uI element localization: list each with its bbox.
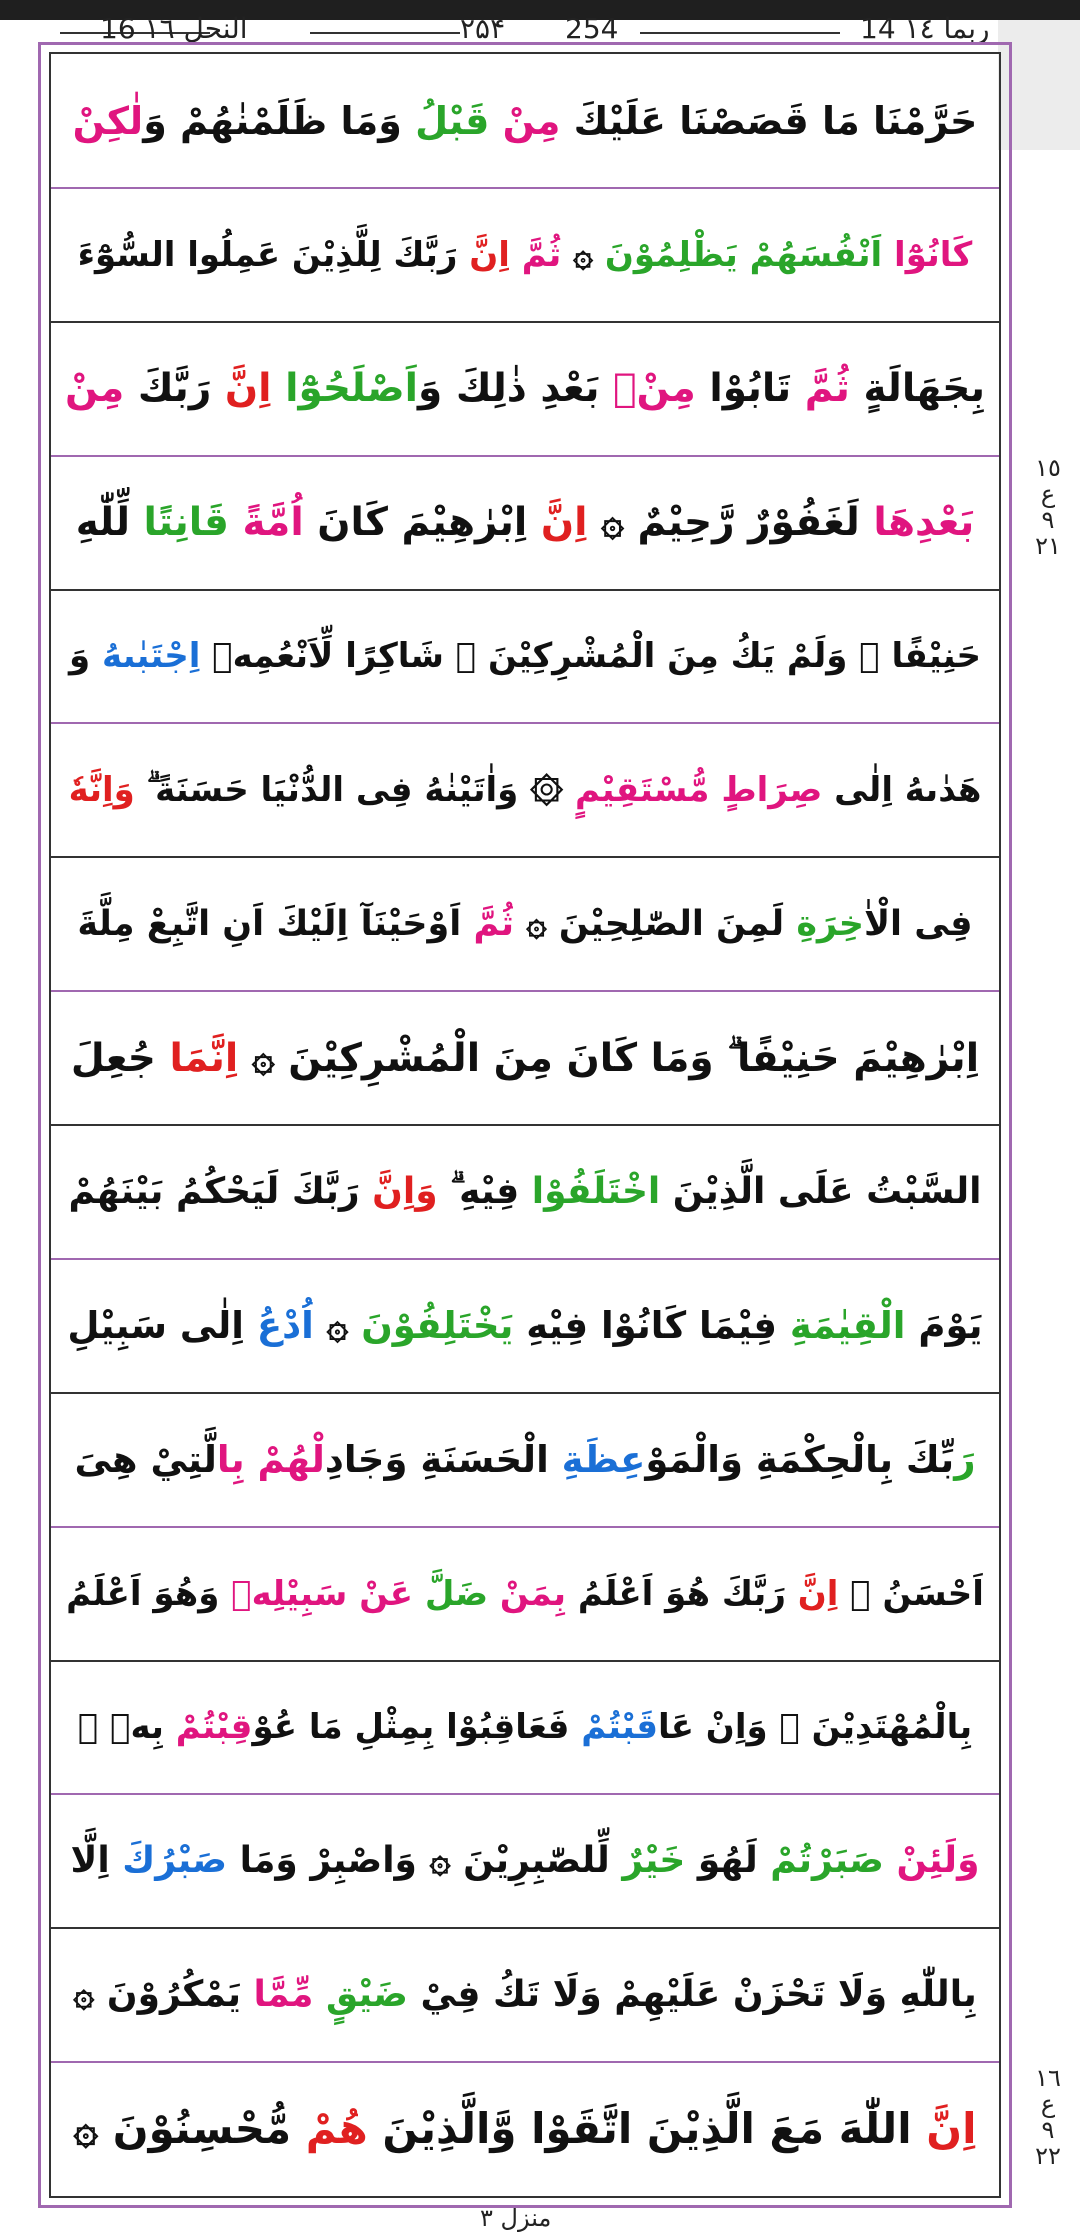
word-segment: لَغَفُوْرٌ رَّحِيْمٌ ۞ bbox=[587, 500, 874, 546]
word-segment: سَبِيْلِهٖ bbox=[231, 1573, 348, 1614]
word-segment: مِنْۢ bbox=[613, 366, 696, 412]
word-segment: وَاِنَّهٗ bbox=[68, 770, 135, 811]
word-segment: خِرَةِ bbox=[796, 903, 864, 944]
word-segment: اِلَّا bbox=[70, 1840, 123, 1882]
word-segment: مُّسْتَقِيْمٍ bbox=[574, 770, 710, 811]
word-segment: الْقِيٰمَةِ bbox=[789, 1304, 906, 1348]
word-segment: رَ bbox=[954, 1438, 976, 1482]
word-segment: اِنَّ bbox=[926, 2104, 977, 2154]
word-segment bbox=[738, 235, 750, 275]
verse-line-text bbox=[65, 366, 985, 412]
text-line-1 bbox=[51, 54, 999, 188]
text-line-3 bbox=[51, 322, 999, 456]
word-segment: فِى الْاٰ bbox=[864, 903, 973, 944]
word-segment: فَعَاقِبُوْا بِمِثْلِ مَا عُوْ bbox=[252, 1707, 582, 1748]
header-page-number: 254 bbox=[565, 12, 619, 45]
ruku-marker-1 bbox=[1030, 455, 1066, 559]
word-segment: اِنَّمَا bbox=[169, 1035, 239, 1081]
word-segment: تَابُوْا bbox=[695, 366, 805, 412]
word-segment: مِّمَّا bbox=[253, 1974, 314, 2016]
text-line-14 bbox=[51, 1794, 999, 1928]
ruku-marker-value: ٩ bbox=[1041, 506, 1055, 534]
word-segment bbox=[413, 1574, 425, 1614]
word-segment bbox=[884, 1840, 897, 1881]
text-line-4 bbox=[51, 456, 999, 590]
word-segment bbox=[313, 1974, 326, 2015]
verse-line-text bbox=[68, 1170, 982, 1212]
word-segment bbox=[882, 235, 894, 275]
text-line-13 bbox=[51, 1661, 999, 1795]
word-segment: ۞ bbox=[313, 1304, 362, 1348]
line-separator bbox=[51, 455, 999, 457]
word-segment: قَبْتُمْ bbox=[581, 1707, 658, 1748]
word-segment: صَبْرُكَ bbox=[122, 1840, 228, 1882]
ruku-marker-value: ع bbox=[1040, 2090, 1056, 2118]
text-line-9 bbox=[51, 1125, 999, 1259]
word-segment: قَانِتًا bbox=[143, 500, 229, 546]
line-separator bbox=[51, 1392, 999, 1394]
word-segment: اللّٰهَ مَعَ الَّذِيْنَ اتَّقَوْا وَّالَّذِيْنَ bbox=[367, 2104, 927, 2154]
line-separator bbox=[51, 856, 999, 858]
word-segment: وَلَئِنْ bbox=[896, 1840, 980, 1882]
word-segment: اُدْعُ bbox=[256, 1304, 314, 1348]
text-line-10 bbox=[51, 1259, 999, 1393]
word-segment: ثُمَّ bbox=[473, 903, 515, 944]
line-separator bbox=[51, 321, 999, 323]
word-segment: يَظْلِمُوْنَ bbox=[604, 234, 738, 275]
word-segment: هَدٰىهُ اِلٰى bbox=[822, 770, 982, 811]
verse-line-text bbox=[73, 2104, 977, 2154]
word-segment bbox=[488, 1574, 500, 1614]
word-segment: صَبَرْتُمْ bbox=[770, 1840, 884, 1882]
line-separator bbox=[51, 990, 999, 992]
line-separator bbox=[51, 722, 999, 724]
word-segment: لِّلصّٰبِرِيْنَ ۞ وَاصْبِرْ وَمَا bbox=[227, 1840, 623, 1882]
manzil-footer: منزل ٣ bbox=[480, 2204, 552, 2232]
word-segment: قِبْتُمْ bbox=[175, 1707, 253, 1748]
text-line-7 bbox=[51, 857, 999, 991]
word-segment: فِيْمَا كَانُوْا فِيْهِ bbox=[513, 1304, 790, 1348]
word-segment: ضَلَّ bbox=[424, 1573, 489, 1614]
word-segment: اَوْحَيْنَآ اِلَيْكَ اَنِ اتَّبِعْ مِلَّةَ bbox=[77, 903, 474, 944]
header-surah: 16 النحل ١٦ bbox=[100, 12, 248, 45]
word-segment: رَبَّكَ bbox=[124, 366, 225, 412]
word-segment: لِّلّٰهِ bbox=[75, 500, 144, 546]
word-segment: بِجَهَالَةٍ bbox=[849, 366, 985, 412]
word-segment: رَبَّكَ لِلَّذِيْنَ عَمِلُوا السُّوْٓءَ bbox=[77, 234, 470, 275]
word-segment: رَبَّكَ هُوَ اَعْلَمُ bbox=[566, 1573, 798, 1614]
word-segment: اَحْسَنُ ۗ bbox=[838, 1573, 984, 1614]
verse-line-text bbox=[75, 500, 975, 546]
word-segment: عَنْ bbox=[359, 1573, 414, 1614]
word-segment: اخْتَلَفُوْا bbox=[531, 1170, 661, 1212]
word-segment: اِنَّ bbox=[469, 234, 510, 275]
word-segment: السَّبْتُ عَلَى الَّذِيْنَ bbox=[660, 1170, 982, 1212]
word-segment: ۞ bbox=[561, 234, 605, 275]
word-segment: هُمْ bbox=[305, 2104, 368, 2154]
ruku-marker-value: ١٦ bbox=[1035, 2064, 1061, 2092]
word-segment: ضَيْقٍ bbox=[326, 1974, 408, 2016]
word-segment: اِبْرٰهِيْمَ حَنِيْفًا ۗ وَمَا كَانَ مِنَ الْمُشْرِكِيْنَ ۞ bbox=[238, 1035, 980, 1081]
header-rule-mid-right bbox=[640, 32, 840, 34]
text-line-12 bbox=[51, 1527, 999, 1661]
header-page-urdu: ۲۵۴ bbox=[460, 12, 506, 45]
word-segment: لَمِنَ الصّٰلِحِيْنَ ۞ bbox=[514, 903, 797, 944]
word-segment bbox=[272, 366, 286, 411]
verse-line-text bbox=[67, 1304, 983, 1348]
word-segment: ثُمَّ bbox=[521, 234, 562, 275]
ruku-marker-value: ٢٢ bbox=[1035, 2142, 1061, 2170]
word-segment: اِجْتَبٰىهُ bbox=[102, 636, 201, 677]
ruku-marker-2 bbox=[1030, 2065, 1066, 2169]
word-segment bbox=[709, 770, 721, 810]
word-segment: الْحَسَنَةِ وَجَادِ bbox=[324, 1438, 562, 1482]
word-segment: اِبْرٰهِيْمَ كَانَ bbox=[303, 500, 541, 546]
word-segment: وَ bbox=[69, 636, 102, 677]
line-separator bbox=[51, 589, 999, 591]
verse-line-text bbox=[72, 98, 978, 143]
word-segment: لَهُوَ bbox=[685, 1840, 771, 1882]
line-separator bbox=[51, 187, 999, 189]
word-segment: خَيْرٌ bbox=[622, 1840, 686, 1882]
word-segment: بَعْدِ ذٰلِكَ وَ bbox=[418, 366, 614, 412]
word-segment: لَّتِيْ هِىَ bbox=[74, 1438, 217, 1482]
text-line-11 bbox=[51, 1393, 999, 1527]
verse-line-text bbox=[77, 1707, 973, 1748]
verse-line-text bbox=[77, 903, 973, 944]
word-segment: اِنَّ bbox=[224, 366, 272, 412]
header-juz: 14 ربما ١٤ bbox=[860, 12, 990, 45]
verse-line-text bbox=[73, 1974, 977, 2016]
word-segment: جُعِلَ bbox=[70, 1035, 170, 1081]
word-segment: ۞ وَاٰتَيْنٰهُ فِى الدُّنْيَا حَسَنَةً ۗ bbox=[134, 770, 575, 811]
verse-line-text bbox=[68, 770, 982, 811]
word-segment: اِنَّ bbox=[540, 500, 588, 546]
line-separator bbox=[51, 1660, 999, 1662]
word-segment bbox=[229, 500, 243, 545]
word-segment: مُّحْسِنُوْنَ ۞ bbox=[73, 2104, 306, 2154]
word-segment: مِنْ bbox=[65, 366, 125, 412]
word-segment: يَوْمَ bbox=[905, 1304, 983, 1348]
word-segment: بِهٖ ۗ bbox=[77, 1707, 176, 1748]
word-segment: فِيْهِ ۗ bbox=[437, 1170, 532, 1212]
verse-line-text bbox=[69, 636, 981, 677]
ruku-marker-value: ١٥ bbox=[1035, 454, 1061, 482]
word-segment: يَخْتَلِفُوْنَ bbox=[361, 1304, 514, 1348]
word-segment: مِنْ bbox=[502, 98, 561, 143]
verse-line-text bbox=[66, 1573, 984, 1614]
word-segment: وَاِنَّ bbox=[372, 1170, 438, 1212]
word-segment: لْهُمْ بِا bbox=[216, 1438, 325, 1482]
line-separator bbox=[51, 2061, 999, 2063]
word-segment: صِرَاطٍ bbox=[721, 770, 823, 811]
ruku-marker-value: ع bbox=[1040, 480, 1056, 508]
word-segment: بَعْدِهَا bbox=[873, 500, 975, 546]
header-rule-mid-left bbox=[310, 32, 460, 34]
verse-line-text bbox=[70, 1840, 980, 1882]
word-segment: اِنَّ bbox=[797, 1573, 839, 1614]
text-line-16 bbox=[51, 2062, 999, 2196]
word-segment: عِظَةِ bbox=[561, 1438, 646, 1482]
verse-line-text bbox=[74, 1438, 976, 1482]
text-line-2 bbox=[51, 188, 999, 322]
line-separator bbox=[51, 1927, 999, 1929]
word-segment: وَمَا ظَلَمْنٰهُمْ وَ bbox=[143, 98, 416, 143]
ruku-marker-value: ٩ bbox=[1041, 2116, 1055, 2144]
line-separator bbox=[51, 1258, 999, 1260]
word-segment: بِمَنْ bbox=[499, 1573, 567, 1614]
word-segment: اَنْفُسَهُمْ bbox=[749, 234, 883, 275]
word-segment: بِّكَ بِالْحِكْمَةِ وَالْمَوْ bbox=[645, 1438, 955, 1482]
word-segment bbox=[347, 1574, 359, 1614]
word-segment bbox=[510, 235, 522, 275]
ruku-marker-value: ٢١ bbox=[1035, 532, 1061, 560]
word-segment: كَانُوْٓا bbox=[894, 234, 973, 275]
word-segment: حَرَّمْنَا مَا قَصَصْنَا عَلَيْكَ bbox=[560, 98, 978, 143]
line-separator bbox=[51, 1526, 999, 1528]
word-segment: رَبَّكَ لَيَحْكُمُ بَيْنَهُمْ bbox=[68, 1170, 373, 1212]
word-segment: اُمَّةً bbox=[242, 500, 304, 546]
word-segment: بِالْمُهْتَدِيْنَ ۞ وَاِنْ عَا bbox=[657, 1707, 973, 1748]
word-segment: وَهُوَ اَعْلَمُ bbox=[66, 1573, 232, 1614]
text-line-5 bbox=[51, 590, 999, 724]
word-segment: اِلٰى سَبِيْلِ bbox=[67, 1304, 257, 1348]
word-segment: يَمْكُرُوْنَ ۞ bbox=[73, 1974, 254, 2016]
text-line-15 bbox=[51, 1928, 999, 2062]
verse-line-text bbox=[70, 1035, 980, 1081]
text-line-8 bbox=[51, 991, 999, 1125]
word-segment: اَصْلَحُوْٓا bbox=[285, 366, 418, 412]
line-separator bbox=[51, 1793, 999, 1795]
word-segment: بِاللّٰهِ وَلَا تَحْزَنْ عَلَيْهِمْ وَلَا تَكُ فِيْ bbox=[407, 1974, 977, 2016]
word-segment: قَبْلُ bbox=[415, 98, 490, 143]
word-segment: ثُمَّ bbox=[804, 366, 850, 412]
verse-line-text bbox=[77, 234, 973, 275]
text-line-6 bbox=[51, 723, 999, 857]
word-segment: لٰكِنْ bbox=[72, 98, 144, 143]
line-separator bbox=[51, 1124, 999, 1126]
word-segment: حَنِيْفًا ۗ وَلَمْ يَكُ مِنَ الْمُشْرِكِيْنَ ۞ شَاكِرًا لِّاَنْعُمِهٖ bbox=[200, 636, 981, 677]
word-segment bbox=[489, 99, 502, 143]
